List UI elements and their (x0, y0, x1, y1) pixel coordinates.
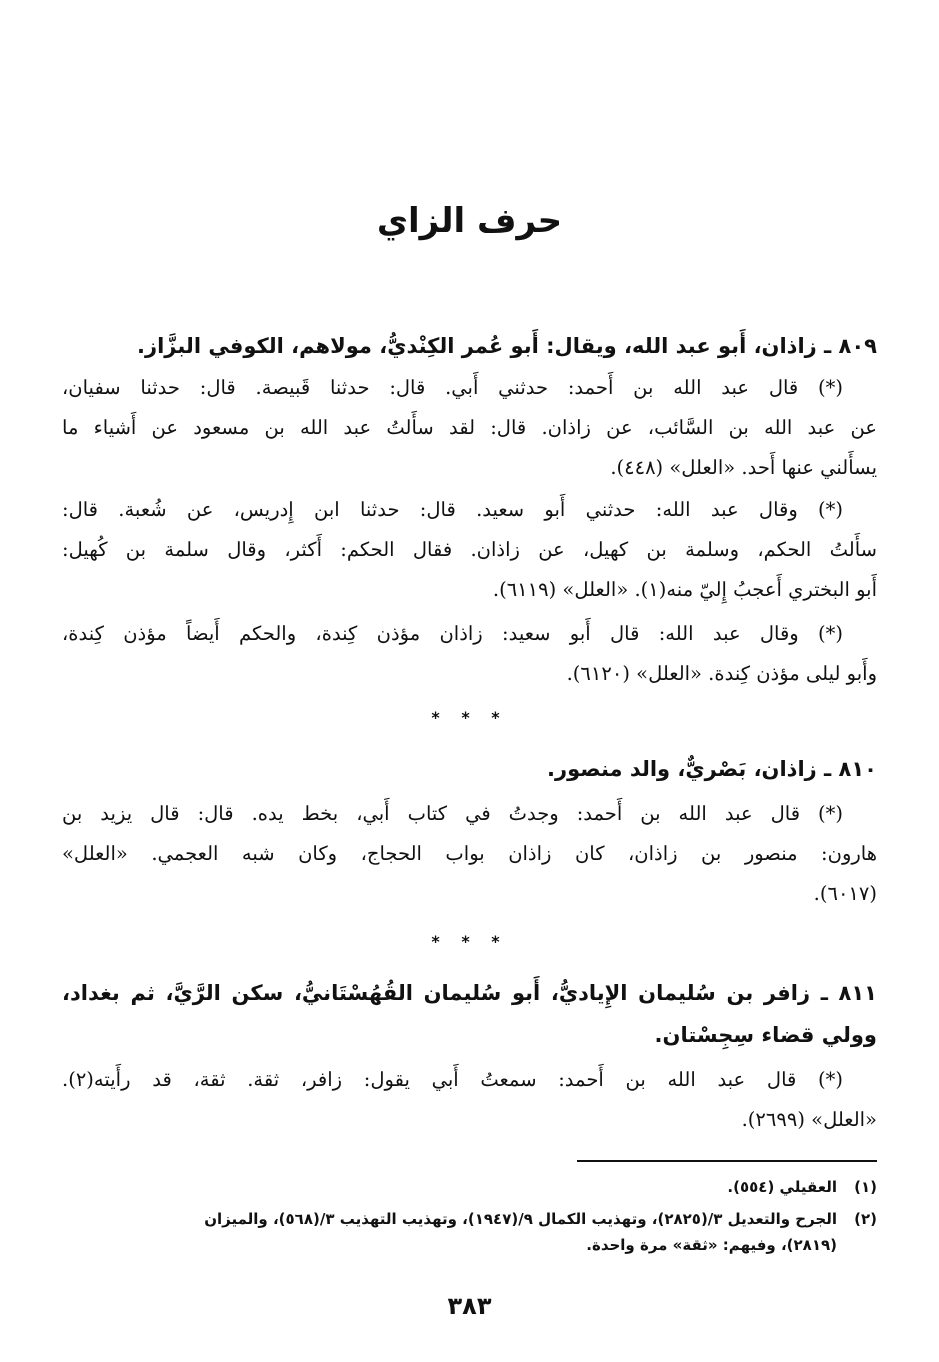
footnote-text: الجرح والتعديل ٣/(٢٨٢٥)، وتهذيب الكمال ٩/(١٩٤٧)، وتهذيب التهذيب ٣/(٥٦٨)، والميزان (204, 1210, 837, 1228)
heading-line: وولي قضاء سِجِسْتان. (654, 1023, 877, 1047)
section-separator: * * * (431, 708, 508, 727)
text-line: (٦٠١٧). (813, 882, 877, 905)
text-line: يسأَلني عنها أَحد. «العلل» (٤٤٨). (610, 456, 877, 479)
entry-811-paragraph-1 (62, 1060, 877, 1140)
text-line: «العلل» (٢٦٩٩). (741, 1108, 877, 1131)
chapter-title: حرف الزاي (376, 201, 563, 241)
entry-809-paragraph-2 (62, 490, 877, 610)
footnote-divider (577, 1160, 877, 1162)
footnote-number: (١) (854, 1178, 877, 1196)
text-line: (*) قال عبد الله بن أَحمد: حدثني أَبي. قال: حدثنا قَبيصة. قال: حدثنا سفيان، (62, 376, 843, 399)
entry-heading-809: ٨٠٩ ـ زاذان، أَبو عبد الله، ويقال: أَبو عُمر الكِنْديُّ، مولاهم، الكوفي البزَّاز. (137, 334, 877, 358)
text-line: سأَلتُ الحكم، وسلمة بن كهيل، عن زاذان. فقال الحكم: أَكثر، وقال سلمة بن كُهيل: (62, 538, 877, 561)
text-line: عن عبد الله بن السَّائب، عن زاذان. قال: لقد سأَلتُ عبد الله بن مسعود عن أَشياء ما (62, 416, 877, 439)
footnote-text: العقيلي (٥٥٤). (727, 1178, 837, 1196)
text-line: هارون: منصور بن زاذان، كان زاذان بواب الحجاج، وكان شبه العجمي. «العلل» (62, 842, 877, 865)
entry-heading-811 (62, 972, 877, 1056)
footnote-1 (62, 1174, 877, 1200)
footnote-number: (٢) (854, 1210, 877, 1228)
text-line: (*) وقال عبد الله: حدثني أَبو سعيد. قال: حدثنا ابن إِدريس، عن شُعبة. قال: (62, 498, 843, 521)
entry-809-paragraph-1 (62, 368, 877, 488)
section-separator: * * * (431, 932, 508, 951)
text-line: (*) وقال عبد الله: قال أَبو سعيد: زاذان مؤذن كِندة، والحكم أَيضاً مؤذن كِندة، (62, 622, 843, 645)
entry-heading-810: ٨١٠ ـ زاذان، بَصْريٌّ، والد منصور. (547, 757, 877, 781)
text-line: أَبو البختري أَعجبُ إِليّ منه(١). «العلل» (٦١١٩). (492, 578, 877, 601)
page-number: ٣٨٣ (447, 1292, 492, 1320)
text-line: (*) قال عبد الله بن أَحمد: سمعتُ أَبي يقول: زافر، ثقة. ثقة، قد رأَيته(٢). (62, 1068, 843, 1091)
footnote-text: (٢٨١٩)، وفيهم: «ثقة» مرة واحدة. (586, 1236, 837, 1254)
text-line: وأَبو ليلى مؤذن كِندة. «العلل» (٦١٢٠). (566, 662, 877, 685)
entry-810-paragraph-1 (62, 794, 877, 914)
entry-809-paragraph-3 (62, 614, 877, 694)
heading-line: ٨١١ ـ زافر بن سُليمان الإِياديُّ، أَبو سُليمان القُهُسْتَانيُّ، سكن الرَّيَّ، ثم بغداد، (62, 981, 877, 1005)
text-line: (*) قال عبد الله بن أَحمد: وجدتُ في كتاب أَبي، بخط يده. قال: قال يزيد بن (62, 802, 843, 825)
footnote-2 (62, 1206, 877, 1258)
